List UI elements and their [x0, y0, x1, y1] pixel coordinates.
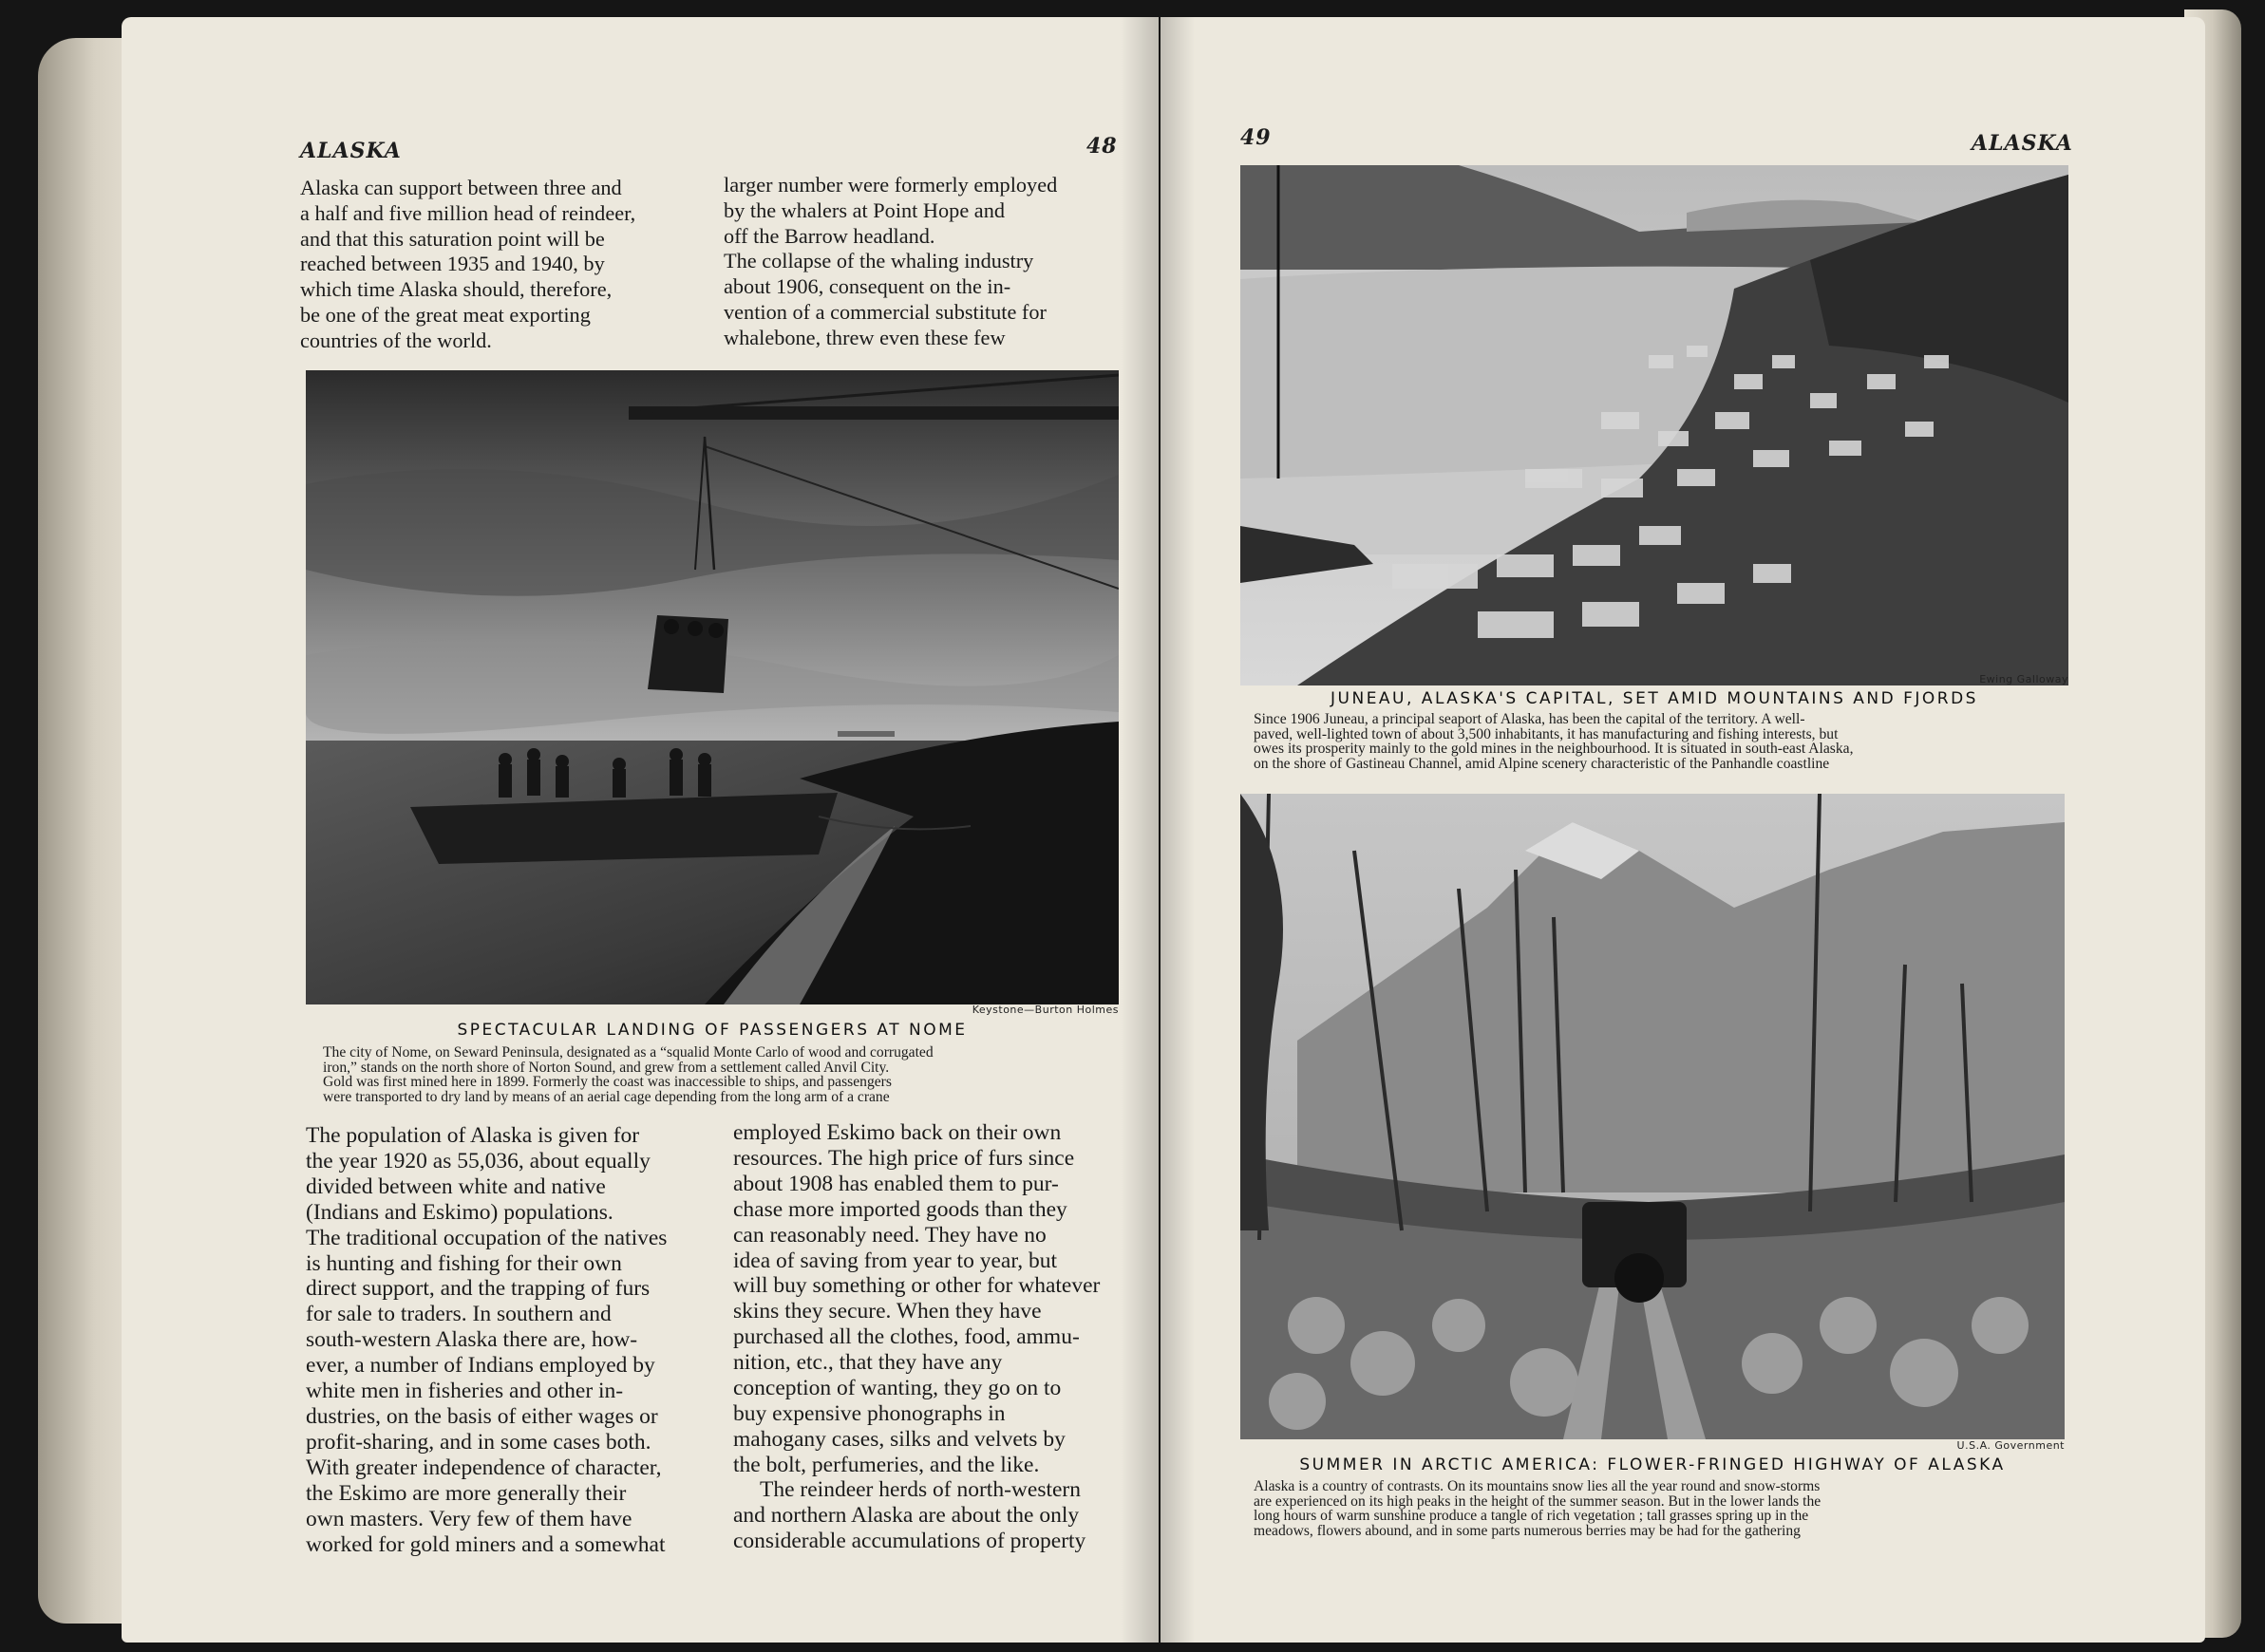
page-number-right: 49: [1240, 125, 1272, 150]
text-column-bottom-1: The population of Alaska is given for the year 1920 as 55,036, about equally divided between white and native (Indians and Eskimo) populations. The traditional occupation of the natives is hunting and fishing for their own direct support, and the trapping of furs for sale to traders. In southern and south-western Alaska there are, how- ever, a number of Indians employed by white men in fisheries and other in- dustries, on the basis of either wages or profit-sharing, and in some cases both. With greater independence of character, the Eskimo are more generally their own masters. Very few of them have worked for gold miners and a somewhat: [306, 1123, 668, 1557]
text-column-bottom-2b: The reindeer herds of north-western and northern Alaska are about the only considerable accumulations of property: [733, 1477, 1086, 1553]
photo-juneau: [1240, 165, 2068, 685]
caption-body-juneau: Since 1906 Juneau, a principal seaport of Alaska, has been the capital of the territory. A well- paved, well-lighted town of about 3,500 inhabitants, it has manufacturing and fishing interests, but owes its prosperity mainly to the gold mines in the neighbourhood. It is situated in south-east Alaska, on the shore of Gastineau Channel, amid Alpine scenery characteristic of the Panhandle coastline: [1254, 711, 1854, 772]
running-head-right: ALASKA: [1972, 131, 2073, 156]
caption-title-highway: SUMMER IN ARCTIC AMERICA: FLOWER-FRINGED HIGHWAY OF ALASKA: [1299, 1455, 2006, 1474]
text-column-bottom-2a: employed Eskimo back on their own resources. The high price of furs since about 1908 has enabled them to pur- chase more imported goods than they can reasonably need. They have no idea of saving from year to year, but will buy something or other for whatever skins they secure. When they have purchased all the clothes, food, ammu- nition, etc., that they have any conception of wanting, they go on to buy expensive phonographs in mahogany cases, silks and velvets by the bolt, perfumeries, and the like.: [733, 1120, 1101, 1477]
caption-body-nome: The city of Nome, on Seward Peninsula, designated as a “squalid Monte Carlo of wood and corrugated iron,” stands on the north shore of Norton Sound, and grew from a settlement called Anvil City. Gold was first mined here in 1899. Formerly the coast was inaccessible to ships, and passengers were transported to dry land by means of an aerial cage depending from the long arm of a crane: [323, 1044, 934, 1105]
photo-nome-landing: [306, 370, 1119, 1004]
right-page: [1161, 17, 2205, 1643]
photo-credit-nome: Keystone—Burton Holmes: [972, 1004, 1119, 1016]
photo-credit-highway: U.S.A. Government: [1956, 1439, 2065, 1452]
caption-body-highway: Alaska is a country of contrasts. On its mountains snow lies all the year round and snow-storms are experienced on its high peaks in the height of the summer season. But in the lower lands the long hours of warm sunshine produce a tangle of rich vegetation ; tall grasses spring up in the meadows, flowers abound, and in some parts numerous berries may be had for the gathering: [1254, 1478, 1821, 1539]
page-number-left: 48: [1086, 134, 1118, 159]
nome-landing-illustration: [306, 370, 1119, 1004]
caption-title-nome: SPECTACULAR LANDING OF PASSENGERS AT NOME: [457, 1021, 968, 1040]
caption-title-juneau: JUNEAU, ALASKA'S CAPITAL, SET AMID MOUNTAINS AND FJORDS: [1331, 689, 1978, 708]
left-page: [122, 17, 1159, 1643]
text-column-top-2: larger number were formerly employed by the whalers at Point Hope and off the Barrow headland. The collapse of the whaling industry about 1906, consequent on the in- vention of a commercial substitute for whalebone, threw even these few: [724, 173, 1058, 349]
photo-arctic-highway: [1240, 794, 2065, 1439]
arctic-highway-illustration: [1240, 794, 2065, 1439]
text-column-top-1: Alaska can support between three and a half and five million head of reindeer, and that this saturation point will be reached between 1935 and 1940, by which time Alaska should, therefore, be one of the great meat exporting countries of the world.: [300, 176, 636, 352]
photo-credit-juneau: Ewing Galloway: [1979, 673, 2068, 685]
juneau-illustration: [1240, 165, 2068, 685]
running-head-left: ALASKA: [300, 139, 402, 163]
left-page-stack: [38, 38, 133, 1624]
